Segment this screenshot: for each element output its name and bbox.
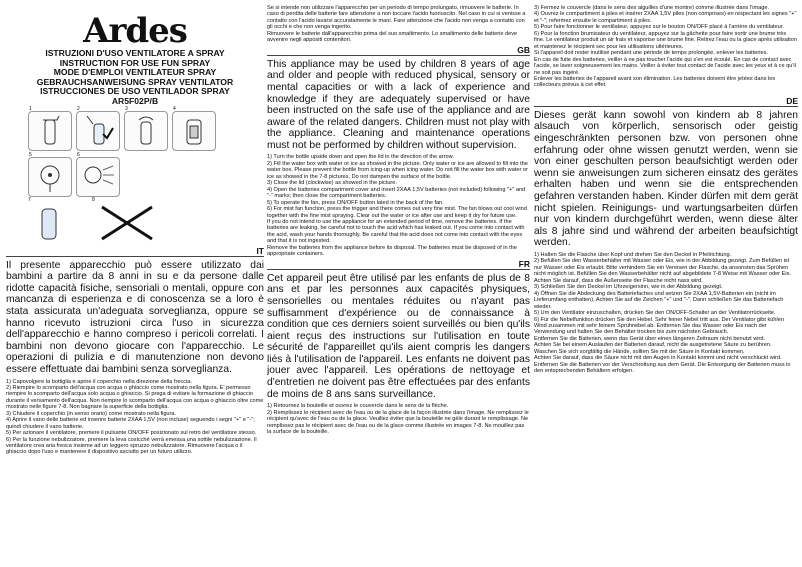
fr-step: 4) Ouvrez le compartiment à piles et insérer 2XAA 1,5V piles (non comprises) en respectant les signes "+" et "-"; refermez ensuite le compartiment à piles. [534, 11, 797, 24]
gb-step: 6) For mist fan function, press the trigger and there comes out very fine mist. The fan blows out cool wind together with the fine mist spraying. Clear out the water or ice after use and keep it dry for future use. [267, 206, 527, 219]
column-english-french [267, 0, 530, 567]
gb-step: Remove the batteries from the appliance before its disposal. The batteries must be disposed of in the appropriate containers. [267, 244, 517, 258]
figure-number: 3 [125, 105, 128, 112]
model-code: AR5F02P/B [111, 95, 159, 106]
de-step: Entfernen Sie die Batterien, wenn das Gerät über einen längeren Zeitraum nicht benutzt wird. [534, 335, 766, 342]
de-step: Waschen Sie sich sorgfältig die Hände, sollten Sie mit der Säure in Kontakt kommen. [534, 348, 745, 355]
it-step: 5) Per azionare il ventilatore, premere il pulsante ON/OFF posizionato sul retro del ventilatore stesso. [6, 430, 257, 437]
section-label-de: DE [534, 97, 798, 107]
section-label-it: IT [6, 247, 264, 257]
de-step: 6) Für die Nebelfunktion drücken Sie den Hebel. Sehr feiner Nebel tritt aus. Der Ventilator gibt kühlen Wind zusammen mit sehr feinem Sprühnebel ab. Entfernen Sie das Wasser oder Eis nach der Verwendung und halten Sie den Behälter trocken bis zum nächsten Gebrauch. [534, 316, 784, 336]
gb-intro: This appliance may be used by children 8 years of age and older and people with reduced physical, sensory or mental capacities or with a lack of experience and knowledge if they are adequately supervised or have been instructed on the safe use of the appliance and are aware of the related dangers. Children must not play with the appliance. Cleaning and maintenance operations must not be performed by children without supervision. [267, 58, 530, 151]
de-step: 3) Schließen Sie den Deckel im Uhrzeigersinn, wie in der Abbildung gezeigt. [534, 284, 723, 291]
figure-number: 1 [29, 105, 32, 112]
figure-panel-8 [92, 196, 162, 241]
figure-number: 4 [173, 105, 176, 112]
gb-step: If you do not intend to use the appliance for an extended period of time, remove the batteries. If the batteries are leaking, be careful not to touch the acid which has leaked out. If you come into contact with the acid, wash your hands thoroughly. Be careful that the acid does not come into contact with the eyes and that it is not ingested. [267, 219, 525, 245]
wrong-use-cross-icon [92, 203, 162, 243]
title-fr: MODE D'EMPLOI VENTILATEUR SPRAY [53, 67, 217, 78]
gb-step: 5) To operate the fan, press ON/OFF button lated in the back of the fan. [267, 199, 444, 206]
fill-water-icon [77, 112, 119, 150]
it-step: 4) Aprire il vano delle batterie ed inserire batterie 2XAA 1,5V (non incluse) seguendo i segni "+" e "-"; quindi chiudere il vano batterie. [6, 417, 255, 430]
it-continued [267, 5, 530, 44]
figure-panel-4 [172, 105, 216, 151]
fr-steps-start [267, 403, 530, 435]
de-intro: Dieses gerät kann sowohl von kindern ab 8 jahren alsauch von körperlich, sensorisch oder geistig eingeschränkten personen bzw. von personen ohne erfahrung oder ohne wissen genutzt werden, wenn sie von einer geschulten person beaufsichtigt werden oder wenn sie anweisungen zum sicheren einsatz des gerätes erhalten haben und wenn sie die entsprechenden gefahren verstanden haben. Kinder dürfen mit dem gerät nicht spielen. Reinigungs- und wartungsarbeiten dürfen nur von kindern durchgeführt werden, wenn diese älter als 8 jahre sind und während der arbeiten beaufsichtigt werden. [534, 109, 798, 249]
it-steps [6, 379, 264, 456]
close-lid-icon [125, 112, 167, 150]
de-step: Achten Sie bei einem Auslaufen der Batterien darauf, nicht die ausgetretene Säure zu berühren. [534, 342, 772, 349]
figure-number: 8 [92, 196, 95, 203]
figure-number: 2 [77, 105, 80, 112]
column-italian [6, 0, 264, 567]
it-intro: Il presente apparecchio può essere utilizzato dai bambini a partire da 8 anni in su e da persone dalle ridotte capacità fisiche, sensoriali o mentali, oppure con mancanza di esperienza e di conoscenza se a loro è stata assicurata un'adeguata sorveglianza, oppure se hanno ricevuto istruzioni circa l'uso in sicurezza dell'apparecchio e hanno compreso i pericoli correlati. I bambini non devono giocare con l'apparecchio. Le operazioni di pulizia e di manutenzione non devono essere effettuate dai bambini senza sorveglianza. [6, 259, 264, 375]
figure-panel-3 [124, 105, 168, 151]
de-step: 1) Halten Sie die Flasche über Kopf und drehen Sie den Deckel in Pfeilrichtung. [534, 252, 732, 259]
figure-number: 6 [77, 151, 80, 158]
figure-number: 7 [28, 196, 31, 203]
figure-panel-1 [28, 105, 72, 151]
gb-step: 4) Open the batteries compartment cover and insert 2XAA 1,5V batteries (not included) following "+" and "-" marks; then close the compartment batteries. [267, 186, 526, 200]
section-label-fr: FR [267, 260, 530, 270]
figure-panel-6 [76, 151, 120, 197]
fr-step: 3) Fermez le couvercle (dans le sens des aiguilles d'une montre) comme illustrée dans l'image. [534, 5, 770, 11]
it-battery-note: Se si intende non utilizzare l'apparecchio per un periodo di tempo prolungato, rimuovere le batterie. In caso di perdita delle batterie fare attenzione a non toccare l'acido fuoriuscito. Nel caso in cui si venisse a contatto con l'acido lavarsi accuratamente le mani. Fare attenzione che l'acido non venga a contatto con gli occhi e che non venga ingerito. [267, 5, 526, 31]
mist-spray-icon [77, 158, 119, 196]
it-step: 3) Chiudere il coperchio (in senso orario) come mostrato nella figura. [6, 410, 177, 417]
gb-step: 2) Fill the water box with water or ice as showed in the picture. Only water or ice are allowed to fill into the water box. Please prevent the bottle from icing-up when icing water. Do not fill the water box with water or ice as showed in the 7-8 pictures. Do not dampen the surface of the bottle. [267, 160, 528, 180]
fr-step: Si l'appareil doit rester inutilisé pendant une période de temps prolongée, enlever les batteries. [534, 50, 768, 57]
fr-step: 6) Pour la fonction brumisateur du ventilateur, appuyez sur la gâchette pour faire sortir une brume très fine. Le ventilateur produit un air frais et vaporise une brume fine. Retirez l'eau ou la glace après utilisation et maintenez le récipient sec pour les utilisations ultérieures. [534, 30, 797, 50]
brand-logo: Ardes [83, 11, 187, 51]
de-step: 4) Öffnen Sie die Abdeckung des Batteriefaches und setzen Sie 2XAA 1,5V-Batterien ein (nicht im Lieferumfang enthalten). Achten Sie auf die Zeichen "+" und "-". Dann schließen Sie das Batteriefach wieder. [534, 290, 784, 310]
fr-step: 5) Pour faire fonctionner le ventilateur, appuyez sur le bouton ON/OFF placé à l'arrière du ventilateur. [534, 24, 784, 31]
de-steps [534, 252, 798, 375]
column-french-german [534, 0, 798, 567]
fr-steps-continued [534, 5, 798, 89]
it-step: 1) Capovolgere la bottiglia e aprire il coperchio nella direzione della freccia. [6, 378, 192, 385]
fr-step: 2) Remplissez le récipient avec de l'eau ou de la glace de la façon illustrée dans l'image. Ne remplissez le récipient qu'avec de l'eau ou de la glace. Veuillez éviter que la bouteille ne gèle durant le remplissage. Ne remplissez pas le récipient avec de l'eau ou de la glace comme illustrée en images 7-8. Ne mouillez pas la surface de la bouteille. [267, 409, 529, 436]
it-step: 2) Riempire lo scomparto dell'acqua con acqua o ghiaccio come mostrato nella figura. E' permesso riempire lo scomparto dell'acqua solo acqua o ghiaccio. Si prega di evitare la formazione di ghiaccio durante il versamento dell'acqua. Non riempire lo scomparto dell'acqua con acqua o ghiaccio oltre come mostrato nelle figure 7-8. Non bagnare la superficie della bottiglia. [6, 384, 264, 411]
fr-step: En cas de fuite des batteries, veiller à ne pas toucher l'acide qui s'en est écoulé. En cas de contact avec l'acide, se laver soigneusement les mains. Veiller à éviter tout contact de l'acide avec les yeux et à ce qu'il ne soit pas ingéré. [534, 56, 796, 76]
instruction-figure [28, 105, 220, 245]
title-block [6, 49, 264, 107]
it-step: 6) Per la funzione nebulizzatore, premere la leva cosicché verrà emessa una sottile nebulizzazione. Il ventilatore crea aria fresca insieme ad un leggero spruzzo nebulizzatore. Rimuovere l'acqua o il ghiaccio dopo l'uso e mantenere il dispositivo asciutto per un futuro utilizzo. [6, 436, 257, 456]
fr-step: 1) Retournez la bouteille et ouvrez le couvercle dans le sens de la flèche. [267, 403, 449, 410]
gb-step: 3) Close the lid (clockwise) as showed in the picture. [267, 180, 397, 187]
gb-steps [267, 154, 530, 257]
title-gb: INSTRUCTION FOR USE FUN SPRAY [59, 57, 211, 68]
fr-step: Enlever les batteries de l'appareil avant son élimination. Les batteries doivent être jetées dans les collecteurs prévus à cet effet. [534, 75, 776, 89]
figure-panel-5 [28, 151, 72, 197]
title-de: GEBRAUCHSANWEISUNG SPRAY VENTILATOR [36, 76, 234, 87]
figure-panel-2 [76, 105, 120, 151]
de-step: 2) Befüllen Sie den Wasserbehälter mit Wasser oder Eis, wie in der Abbildung gezeigt. Zum Befüllen ist nur Wasser oder Eis erlaubt. Bitte verhindern Sie ein Vereisen der Flasche, da ansonsten das Sprühen nicht möglich ist. Befüllen Sie den Wasserbehälter nicht auf abgebildete 7-8 Weise mit Wasser oder Eis. Achten Sie darauf, dass die Außenseite der Flasche nicht nass wird. [534, 258, 791, 284]
title-es: ISTRUCCIONES DE USO VENTILADOR SPRAY [40, 86, 230, 97]
de-step: 5) Um den Ventilator einzuschalten, drücken Sie den ON/OFF-Schalter an der Ventilatorrückseite. [534, 310, 776, 317]
fr-intro: Cet appareil peut être utilisé par les enfants de plus de 8 ans et par les personnes aux capacités physiques, sensorielles ou mentales réduites ou n'ayant pas suffisamment d'expérience ou de connaissance à condition que ces derniers soient surveillés ou bien qu'ils aient reçus des instructions sur l'utilisation en toute sécurité de l'appareillet qu'ils aient compris les dangers liés à l'utilisation de l'appareil. Les enfants ne doivent pas jouer avec l'appareil. Les opérations de nettoyage et d'entretien ne doivent pas être effectuées par des enfants de moins de 8 ans sans surveillance. [267, 272, 530, 400]
it-disposal-note: Rimuovere le batterie dall'apparecchio prima del suo smaltimento. Lo smaltimento delle batterie deve avvenire negli appositi contenitori. [267, 30, 518, 44]
de-step: Achten Sie darauf, dass die Säure nicht mit den Augen in Kontakt kommt und nicht verschluckt wird. [534, 355, 782, 362]
figure-panel-7 [28, 196, 70, 241]
overfilled-bottle-icon [28, 203, 70, 243]
gb-step: 1) Turn the bottle upside down and open the lid in the direction of the arrow. [267, 154, 454, 161]
section-label-gb: GB [267, 46, 530, 56]
de-step: Entfernen Sie die Batterien vor der Verschrottung aus dem Gerät. Die Entsorgung der Batterien muss in den entsprechenden Behältern erfolgen. [534, 361, 791, 375]
bottle-open-lid-icon [29, 112, 71, 150]
battery-icon [173, 112, 215, 150]
figure-number: 5 [29, 151, 32, 158]
fan-on-icon [29, 158, 71, 196]
title-it: ISTRUZIONI D'USO VENTILATORE A SPRAY [45, 48, 225, 58]
